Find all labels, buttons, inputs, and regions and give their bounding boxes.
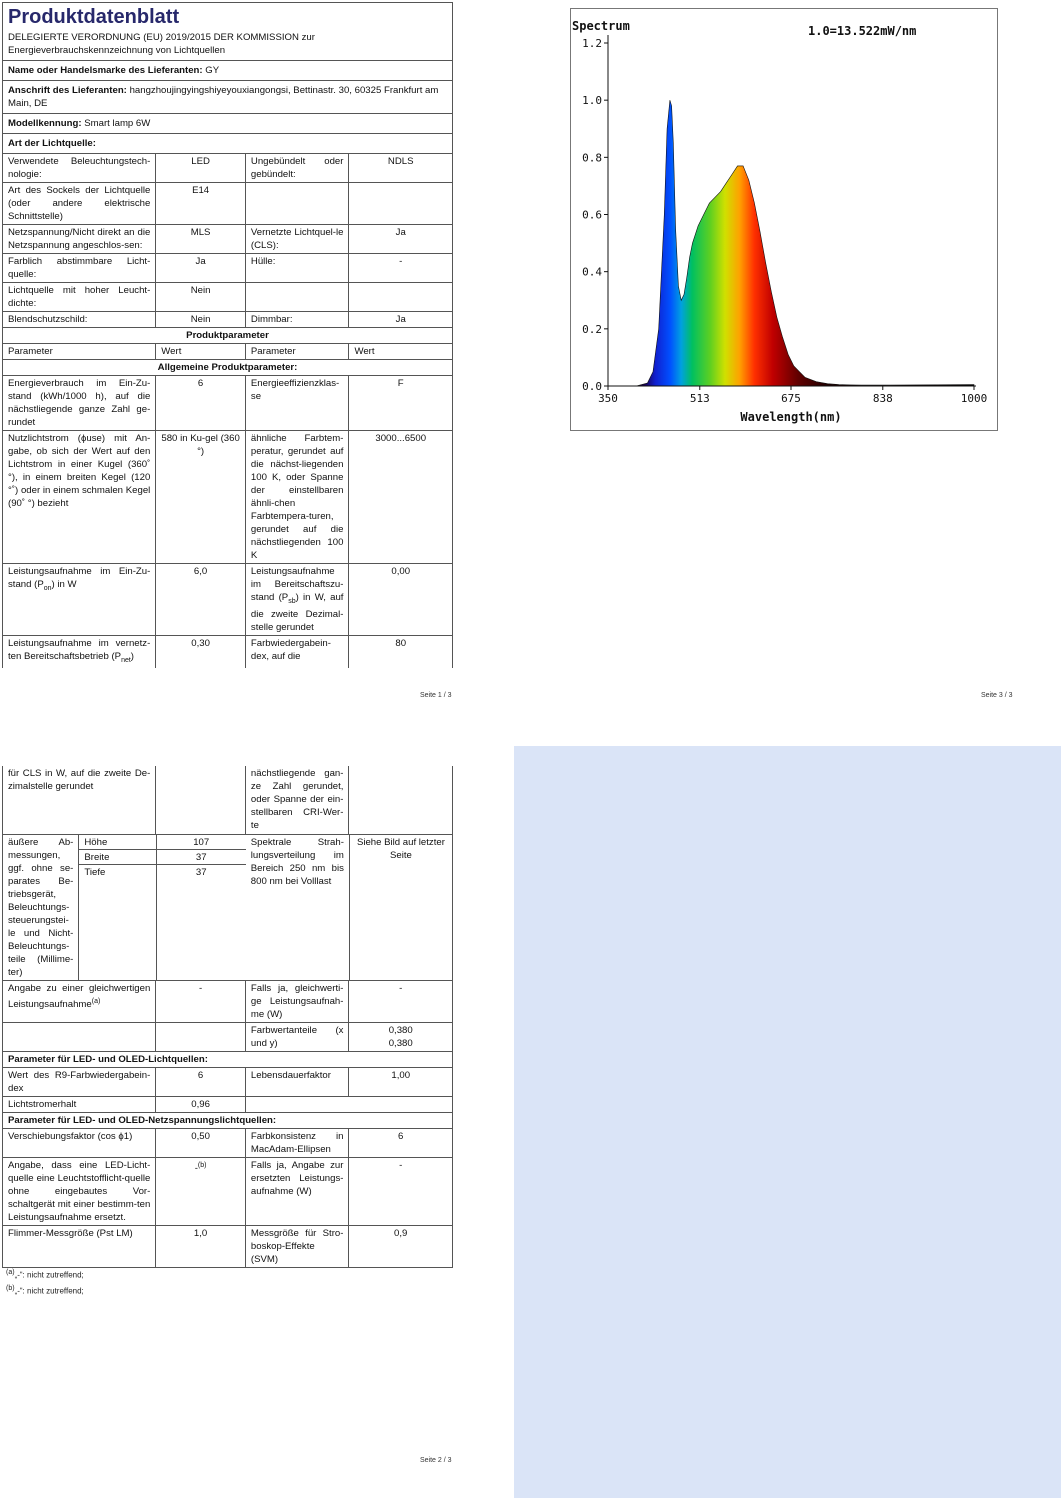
dimensions-sublabels	[78, 835, 155, 980]
param-label: ähnliche Farbtem-peratur, gerundet auf die nächst-liegenden 100 K, oder Spanne der einstellbaren ähnli-chen Farbtempera-turen, gerundet auf die nächstliegenden 100 K	[245, 431, 349, 563]
column-header: Parameter	[8, 346, 53, 357]
footnote-marker: (b)	[6, 1285, 15, 1292]
param-label: Lichtstromerhalt	[8, 1099, 77, 1110]
x-axis-title: Wavelength(nm)	[740, 410, 842, 424]
param-label: für CLS in W, auf die zweite De-zimalstelle gerundet	[8, 768, 151, 792]
text-part: ) in W	[51, 579, 77, 590]
param-label: Netzspannung/Nicht direkt an die Netzspannung angeschlos-sen:	[8, 227, 151, 251]
param-value: Ja	[348, 312, 452, 327]
param-label: Hülle:	[245, 254, 349, 282]
type-heading-row	[2, 134, 453, 154]
dimensions-label: äußere Ab-messungen, ggf. ohne se-parates Be-triebsgerät, Beleuchtungs-steuerungstei-le und Nicht-Beleuchtungs-teile (Millime-ter)	[8, 837, 74, 978]
param-label: Verwendete Beleuchtungstech-nologie:	[8, 156, 151, 180]
x-tick-label: 1000	[960, 392, 988, 405]
supplier-value: GY	[205, 65, 220, 76]
param-label	[3, 981, 155, 1022]
param-value: Nein	[155, 283, 245, 311]
param-value: 1,00	[348, 1068, 452, 1096]
text-part: -	[194, 1163, 198, 1175]
param-value: -	[348, 254, 452, 282]
column-header: Wert	[155, 344, 245, 359]
table-row	[2, 1158, 453, 1226]
table-row	[2, 564, 453, 636]
depth-value: 37	[195, 867, 207, 878]
param-label: Lichtquelle mit hoher Leucht-dichte:	[8, 285, 151, 309]
text-part: Leistungsaufnahme im Ein-Zu-stand (P	[8, 566, 151, 590]
spectrum-chart	[570, 8, 1000, 433]
header-block	[2, 2, 453, 61]
y-tick-label: 1.2	[582, 37, 602, 50]
param-value	[348, 1023, 452, 1051]
led-heading-row	[2, 1052, 453, 1068]
param-label: Blendschutzschild:	[8, 314, 88, 325]
model-label: Modellkennung:	[8, 118, 82, 129]
address-row	[2, 81, 453, 114]
param-value	[155, 1023, 245, 1051]
param-label	[245, 183, 349, 224]
table-row	[2, 1068, 453, 1097]
table-row	[2, 1129, 453, 1158]
width-value: 37	[157, 850, 246, 865]
param-label: Messgröße für Stro-boskop-Effekte (SVM)	[245, 1226, 349, 1267]
table-row	[2, 225, 453, 254]
table-row	[2, 981, 453, 1023]
param-value: 6,0	[155, 564, 245, 635]
y-tick-label: 0.0	[582, 380, 602, 393]
param-label: Falls ja, Angabe zur ersetzten Leistungs-aufnahme (W)	[245, 1158, 349, 1225]
param-value: Ja	[348, 225, 452, 253]
width-label: Breite	[79, 850, 155, 865]
param-label: Angabe, dass eine LED-Licht-quelle eine Leuchtstofflicht-quelle ohne eingebautes Vor-schaltgerät mit einer bestimm-ten Leistungsaufnahme ersetzt.	[8, 1160, 151, 1223]
address-label: Anschrift des Lieferanten:	[8, 85, 127, 96]
param-label	[245, 283, 349, 311]
param-label: Dimmbar:	[245, 312, 349, 327]
y-tick-label: 0.2	[582, 322, 602, 336]
supplier-label: Name oder Handelsmarke des Lieferanten:	[8, 65, 203, 76]
chart-title: Spectrum	[572, 19, 630, 33]
param-label: Farblich abstimmbare Licht-quelle:	[8, 256, 151, 280]
text-part: )	[130, 650, 134, 662]
param-label: Farbkonsistenz in MacAdam-Ellipsen	[245, 1129, 349, 1157]
y-tick-label: 0.8	[582, 151, 602, 165]
x-tick-label: 675	[781, 392, 801, 405]
param-label: Vernetzte Lichtquel-le (CLS):	[245, 225, 349, 253]
x-tick-label: 838	[872, 392, 893, 405]
param-value: 6	[348, 1129, 452, 1157]
param-value	[348, 283, 452, 311]
param-value: 0,96	[155, 1097, 245, 1112]
param-value: 80	[348, 636, 452, 668]
param-label	[3, 564, 155, 635]
param-label	[3, 636, 155, 668]
chroma-y-value: 0,380	[388, 1038, 413, 1049]
param-value: 0,00	[348, 564, 452, 635]
param-value: 3000...6500	[348, 431, 452, 563]
table-row	[2, 312, 453, 328]
param-value: 1,0	[155, 1226, 245, 1267]
param-label: Nutzlichtstrom (ϕuse) mit An-gabe, ob sich der Wert auf den Lichtstrom in einer Kugel (360˚ °), in einem breiten Kegel (120 °˚) oder in einem schmalen Kegel (90˚ °) bezieht	[8, 433, 151, 509]
param-value: -	[348, 981, 452, 1022]
mains-heading-row	[2, 1113, 453, 1129]
table-row	[2, 154, 453, 183]
param-label: Energieeffizienzklas-se	[245, 376, 349, 430]
param-label	[245, 564, 349, 635]
param-label: Lebensdauerfaktor	[245, 1068, 349, 1096]
subscript: net	[121, 656, 131, 664]
mains-params-heading: Parameter für LED- und OLED-Netzspannungslichtquellen:	[8, 1115, 277, 1126]
text-part: Leistungsaufnahme im vernetz-ten Bereitschaftsbetrieb (P	[8, 637, 151, 662]
param-label: Flimmer-Messgröße (Pst LM)	[8, 1228, 133, 1239]
param-label: Wert des R9-Farbwiedergabein-dex	[8, 1070, 151, 1094]
param-label: Farbwiedergabein-dex, auf die	[245, 636, 349, 668]
param-value: -	[155, 981, 245, 1022]
y-tick-label: 0.6	[582, 208, 602, 222]
table-row	[2, 183, 453, 225]
param-label: Energieverbrauch im Ein-Zu-stand (kWh/1000 h), auf die nächstliegende ganze Zahl ge-rundet	[8, 378, 151, 428]
x-tick-label: 513	[689, 392, 710, 405]
spectral-value: Siehe Bild auf letzter Seite	[349, 835, 452, 980]
footnote-text: „-“: nicht zutreffend;	[14, 1270, 84, 1280]
footnote-marker: (b)	[197, 1162, 207, 1169]
param-value: E14	[155, 183, 245, 224]
param-value: -	[348, 1158, 452, 1225]
text-part: Angabe zu einer gleichwertigen Leistungsaufnahme	[8, 983, 151, 1011]
blank-panel	[514, 746, 1061, 1498]
column-header: Wert	[348, 344, 452, 359]
chroma-x-value: 0,380	[388, 1025, 413, 1036]
footnote-marker: (a)	[91, 998, 101, 1005]
param-label: Falls ja, gleichwerti-ge Leistungsaufnah-me (W)	[245, 981, 349, 1022]
param-value	[348, 766, 452, 834]
y-tick-label: 1.0	[582, 94, 602, 108]
table-row	[2, 1097, 453, 1113]
spectral-label: Spektrale Strah-lungsverteilung im Bereich 250 nm bis 800 nm bei Volllast	[250, 837, 344, 887]
param-value: MLS	[155, 225, 245, 253]
param-value: F	[348, 376, 452, 430]
param-value: Ja	[155, 254, 245, 282]
regulation-text: DELEGIERTE VERORDNUNG (EU) 2019/2015 DER KOMMISSION zur Energieverbrauchskennzeichnung von Lichtquellen	[8, 32, 315, 56]
param-value	[155, 1158, 245, 1225]
depth-label: Tiefe	[84, 867, 106, 878]
subscript: on	[43, 584, 52, 592]
param-value: 6	[155, 376, 245, 430]
led-params-heading: Parameter für LED- und OLED-Lichtquellen:	[8, 1054, 208, 1065]
param-value: NDLS	[348, 154, 452, 182]
table-row	[2, 636, 453, 668]
dimensions-values	[156, 835, 246, 980]
footnote-b	[6, 1285, 84, 1296]
table-row	[2, 254, 453, 283]
param-value: 6	[155, 1068, 245, 1096]
param-value: 0,30	[155, 636, 245, 668]
height-label: Höhe	[79, 835, 155, 850]
param-label: Art des Sockels der Lichtquelle (oder andere elektrische Schnittstelle)	[8, 185, 151, 222]
chart-annotation: 1.0=13.522mW/nm	[808, 24, 917, 38]
y-tick-label: 0.4	[582, 265, 602, 279]
table-row	[2, 431, 453, 564]
param-value: Nein	[155, 312, 245, 327]
product-params-heading: Produktparameter	[186, 330, 269, 341]
table-row	[2, 283, 453, 312]
text-part: Leistungsaufnahme im Bereitschaftszu-stand (P	[250, 566, 344, 603]
height-value: 107	[157, 835, 246, 850]
param-value: 580 in Ku-gel (360 °)	[155, 431, 245, 563]
page-number-3: Seite 3 / 3	[981, 692, 1013, 699]
datasheet-page-1	[2, 2, 453, 668]
param-value	[155, 766, 245, 834]
table-row	[2, 766, 453, 835]
empty-cell	[245, 1097, 452, 1112]
general-heading-row	[2, 360, 453, 376]
address-value: hangzhoujingyingshiyeyouxiangongsi, Bettinastr. 30, 60325 Frankfurt am Main, DE	[8, 85, 439, 109]
table-row	[2, 376, 453, 431]
column-header-row	[2, 344, 453, 360]
datasheet-page-2	[2, 766, 453, 1268]
table-row	[2, 1023, 453, 1052]
subscript: sb	[288, 597, 296, 605]
param-label: Ungebündelt oder gebündelt:	[245, 154, 349, 182]
type-heading: Art der Lichtquelle:	[8, 138, 96, 149]
text-part: ) in W, auf die zweite Dezimal-stelle gerundet	[250, 592, 344, 633]
param-value: 0,50	[155, 1129, 245, 1157]
supplier-row	[2, 61, 453, 81]
param-value: LED	[155, 154, 245, 182]
param-label: Farbwertanteile (x und y)	[245, 1023, 349, 1051]
param-label	[3, 1023, 155, 1051]
model-row	[2, 114, 453, 134]
document-title: Produktdatenblatt	[8, 6, 180, 28]
product-params-heading-row	[2, 328, 453, 344]
column-header: Parameter	[245, 344, 349, 359]
model-value: Smart lamp 6W	[84, 118, 151, 129]
page-number-1: Seite 1 / 3	[420, 692, 452, 699]
param-value	[348, 183, 452, 224]
footnote-marker: (a)	[6, 1269, 15, 1276]
general-params-heading: Allgemeine Produktparameter:	[157, 362, 298, 373]
footnote-text: „-“: nicht zutreffend;	[14, 1286, 84, 1296]
dimensions-row	[2, 835, 453, 981]
page-number-2: Seite 2 / 3	[420, 1457, 452, 1464]
param-value: 0,9	[348, 1226, 452, 1267]
param-label: nächstliegende gan-ze Zahl gerundet, oder Spanne der ein-stellbaren CRI-Wer-te	[245, 766, 349, 834]
table-row	[2, 1226, 453, 1268]
param-label: Verschiebungsfaktor (cos ϕ1)	[8, 1131, 133, 1142]
x-tick-label: 350	[598, 392, 618, 405]
footnote-a	[6, 1269, 84, 1280]
